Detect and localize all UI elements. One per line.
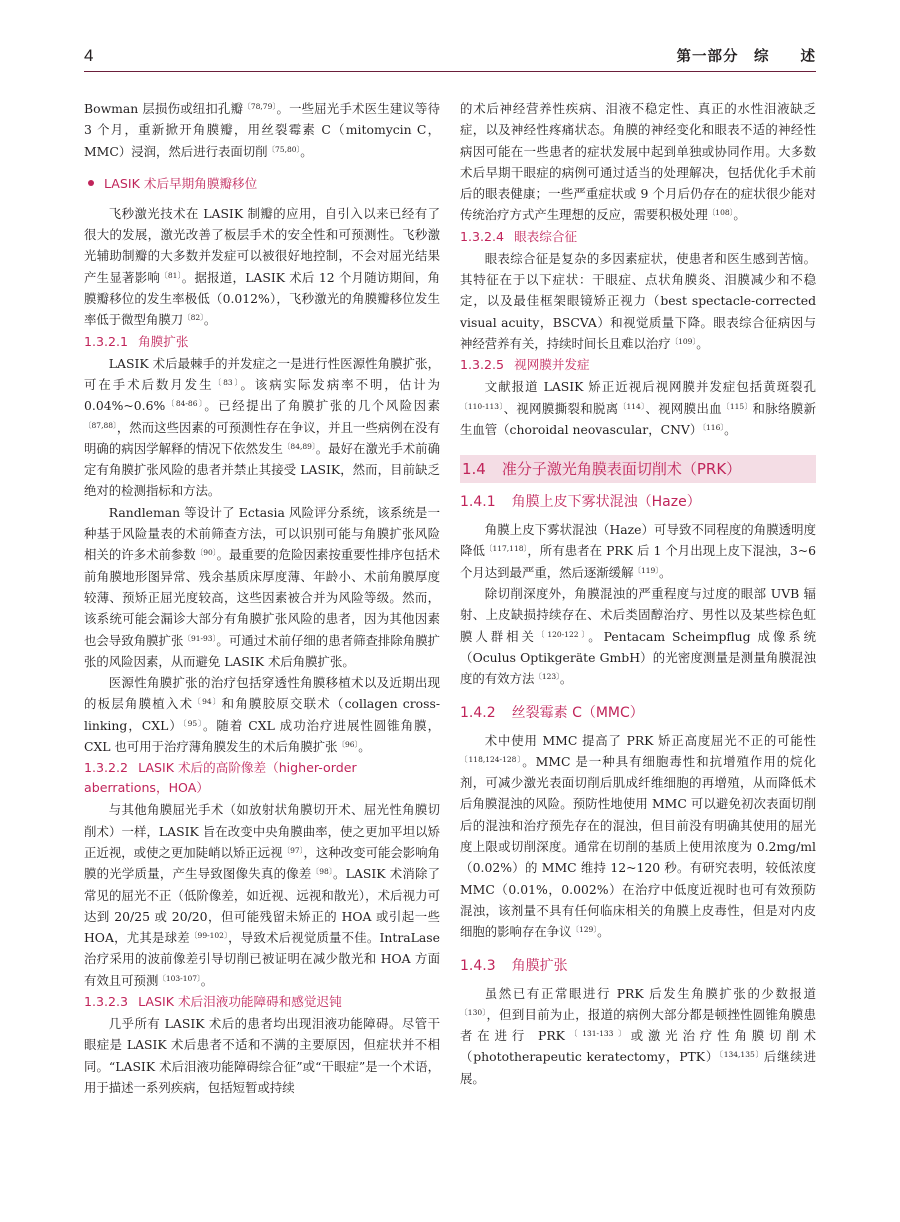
citation-ref: 〔130〕	[460, 1007, 487, 1017]
citation-ref: 〔115〕	[722, 401, 753, 411]
citation-ref: 〔99-102〕	[189, 931, 229, 941]
citation-ref: 〔134,135〕	[719, 1050, 764, 1060]
paragraph: 眼表综合征是复杂的多因素症状，使患者和医生感到苦恼。其特征在于以下症状：干眼症、点状角膜炎、泪膜减少和不稳定，以及最佳框架眼镜矫正视力（best spectacle-corrected visual acuity，BSCVA）和视觉质量下降。眼表综合征病因与神经营养有关，持续时间长且难以治疗$^{〔109〕}$。	[460, 250, 816, 351]
heading-text: LASIK 术后的高阶像差（higher-order aberrations，HOA）	[84, 760, 357, 796]
heading-number: 1.4	[462, 460, 486, 479]
heading-number: 1.3.2.5	[460, 357, 505, 373]
citation-ref: 〔110-113〕	[460, 401, 504, 411]
citation-ref: 〔90〕	[195, 548, 217, 558]
paragraph: 除切削深度外，角膜混浊的严重程度与过度的眼部 UVB 辐射、上皮缺损持续存在、术后类固醇治疗、男性以及某些棕色虹膜人群相关$^{〔120-122〕}$。Pentacam Scheimpflug 成像系统（Oculus Optikgeräte GmbH）的光密度测量是测量角膜混浊度的有效方法$^{〔123〕}$。	[460, 586, 816, 687]
heading-text: LASIK 术后泪液功能障碍和感觉迟钝	[138, 993, 342, 1009]
citation-ref: 〔95〕	[182, 718, 203, 728]
heading-1-4-2	[460, 702, 816, 724]
heading-text: 准分子激光角膜表面切削术（PRK）	[501, 460, 742, 479]
heading-number: 1.3.2.4	[460, 228, 505, 244]
citation-ref: 〔109〕	[670, 336, 697, 346]
citation-ref: 〔87,88〕	[84, 420, 117, 430]
heading-text: 眼表综合征	[514, 228, 578, 244]
paragraph: 飞秒激光技术在 LASIK 制瓣的应用，自引入以来已经有了很大的发展，激光改善了板层手术的安全性和可预测性。飞秒激光辅助制瓣的大多数并发症可以被很好地控制，不会对屈光结果产生显著影响$^{〔81〕}$。据报道，LASIK 术后 12 个月随访期间，角膜瓣移位的发生率极低（0.012%），飞秒激光的角膜瓣移位发生率低于微型角膜刀$^{〔82〕}$。	[84, 205, 441, 328]
section-heading-flap-displacement	[84, 174, 440, 194]
citation-ref: 〔83〕	[213, 377, 241, 387]
heading-text: 角膜扩张	[511, 957, 568, 974]
citation-ref: 〔119〕	[633, 565, 660, 575]
citation-ref: 〔103-107〕	[158, 973, 201, 983]
citation-ref: 〔96〕	[337, 740, 359, 750]
citation-ref: 〔84,89〕	[282, 441, 316, 451]
heading-text: LASIK 术后早期角膜瓣移位	[104, 175, 258, 191]
heading-1-3-2-3	[84, 992, 440, 1012]
heading-1-3-2-1	[84, 332, 440, 352]
heading-number: 1.3.2.1	[84, 333, 129, 349]
heading-1-4-1	[460, 491, 816, 513]
paragraph: LASIK 术后最棘手的并发症之一是进行性医源性角膜扩张，可在手术后数月发生$^{〔83〕}$。该病实际发病率不明，估计为 0.04%~0.6%$^{〔84-86〕}$。已经提出了角膜扩张的几个风险因素$^{〔87,88〕}$，然而这些因素的可预测性存在争议，并且一些病例在没有明确的病因学解释的情况下依然发生$^{〔84,89〕}$。最好在激光手术前确定有角膜扩张风险的患者并禁止其接受 LASIK，然而，目前缺乏绝对的检测指标和方法。	[84, 355, 441, 499]
citation-ref: 〔123〕	[534, 672, 560, 682]
citation-ref: 〔78,79〕	[243, 102, 277, 111]
right-column	[460, 98, 816, 1089]
heading-text: 视网膜并发症	[514, 357, 590, 373]
heading-1-4-3	[460, 955, 816, 977]
paragraph: 与其他角膜屈光手术（如放射状角膜切开术、屈光性角膜切削术）一样，LASIK 旨在改变中央角膜曲率，使之更加平坦以矫正近视，或使之更加陡峭以矫正远视$^{〔97〕}$，这种改变可能会影响角膜的光学质量，产生导致图像失真的像差$^{〔98〕}$。LASIK 术消除了常见的屈光不正（低阶像差，如近视、远视和散光），术后视力可达到 20/25 或 20/20，但可能残留未矫正的 HOA 或引起一些 HOA，尤其是球差$^{〔99-102〕}$，导致术后视觉质量不佳。IntraLase 治疗采用的波前像差引导切削已被证明在减少散光和 HOA 方面有效且可预测$^{〔103-107〕}$。	[84, 802, 441, 988]
heading-1-3-2-5	[460, 355, 816, 375]
heading-number: 1.4.1	[460, 494, 496, 511]
heading-number: 1.3.2.2	[84, 760, 129, 776]
left-column	[84, 98, 440, 1098]
citation-ref: 〔120-122〕	[536, 629, 589, 639]
citation-ref: 〔108〕	[707, 208, 734, 218]
citation-ref: 〔131-133〕	[564, 1029, 631, 1039]
citation-ref: 〔84-86〕	[165, 399, 205, 409]
header-rule	[84, 71, 816, 72]
heading-text: 角膜上皮下雾状混浊（Haze）	[511, 494, 701, 511]
citation-ref: 〔116〕	[702, 422, 725, 432]
citation-ref: 〔97〕	[282, 845, 304, 855]
heading-number: 1.3.2.3	[84, 993, 129, 1009]
paragraph: 几乎所有 LASIK 术后的患者均出现泪液功能障碍。尽管干眼症是 LASIK 术后患者不适和不满的主要原因，但症状并不相同。“LASIK 术后泪液功能障碍综合征”或“干眼症”是一个术语，用于描述一系列疾病，包括短暂或持续	[84, 1015, 440, 1095]
paragraph: 的术后神经营养性疾病、泪液不稳定性、真正的水性泪液缺乏症，以及神经性疼痛状态。角膜的神经变化和眼表不适的神经性病因可能在一些患者的症状发展中起到单独或协同作用。大多数术后早期干眼症的病例可通过适当的处理解决，包括优化手术前后的眼表健康；一些严重症状或 9 个月后仍存在的症状很少能对传统治疗方式产生理想的反应，需要积极处理$^{〔108〕}$。	[460, 101, 816, 223]
heading-1-3-2-4	[460, 227, 816, 247]
citation-ref: 〔98〕	[311, 867, 334, 877]
citation-ref: 〔117,118〕	[484, 544, 528, 554]
page-number: 4	[84, 46, 94, 65]
citation-ref: 〔81〕	[160, 270, 182, 280]
heading-text: 丝裂霉素 C（MMC）	[511, 704, 644, 721]
citation-ref: 〔94〕	[193, 697, 222, 707]
page-header	[84, 44, 816, 70]
heading-number: 1.4.3	[460, 957, 496, 974]
paragraph: Randleman 等设计了 Ectasia 风险评分系统，该系统是一种基于风险量表的术前筛查方法，可以识别可能与角膜扩张风险相关的许多术前参数$^{〔90〕}$。最重要的危险因素按重要性排序包括术前角膜地形图异常、残余基质床厚度薄、年龄小、术前角膜厚度较薄、预矫正屈光度较高，这些因素被合并为风险等级。然而，该系统可能会漏诊大部分有角膜扩张风险的患者，因为其他因素也会导致角膜扩张$^{〔91-93〕}$。可通过术前仔细的患者筛查排除角膜扩张的风险因素，从而避免 LASIK 术后角膜扩张。	[84, 504, 441, 669]
citation-ref: 〔75,80〕	[267, 144, 301, 154]
heading-text: 角膜扩张	[138, 333, 189, 349]
citation-ref: 〔82〕	[183, 313, 204, 323]
part-title: 第一部分 综 述	[676, 49, 816, 65]
heading-1-3-2-2	[84, 758, 440, 798]
paragraph: 文献报道 LASIK 矫正近视后视网膜并发症包括黄斑裂孔$^{〔110-113〕}$、视网膜撕裂和脱离$^{〔114〕}$、视网膜出血$^{〔115〕}$和脉络膜新生血管（choroidal neovascular，CNV）$^{〔116〕}$。	[460, 379, 816, 437]
paragraph: 虽然已有正常眼进行 PRK 后发生角膜扩张的少数报道$^{〔130〕}$，但到目前为止，报道的病例大部分都是顿挫性圆锥角膜患者在进行 $PRK^{〔131-133〕}$或激光治疗性角膜切削术（phototherapeutic keratectomy，PTK）$^{〔134,135〕}$后继续进展。	[460, 985, 817, 1086]
bullet-dot-icon	[88, 180, 94, 186]
paragraph: Bowman 层损伤或纽扣孔瓣$^{〔78,79〕}$。一些屈光手术医生建议等待 3 个月，重新掀开角膜瓣，用丝裂霉素 C（mitomycin C，MMC）浸润，然后进行表面切削$^{〔75,80〕}$。	[84, 101, 440, 159]
heading-number: 1.4.2	[460, 704, 496, 721]
citation-ref: 〔114〕	[618, 401, 646, 411]
paragraph: 术中使用 MMC 提高了 PRK 矫正高度屈光不正的可能性$^{〔118,124-128〕}$。MMC 是一种具有细胞毒性和抗增殖作用的烷化剂，可减少激光表面切削后肌成纤维细胞的再增殖，从而降低术后角膜混浊的风险。预防性地使用 MMC 可以避免初次表面切削后的混浊和治疗预先存在的混浊，但目前没有明确其使用的屈光度上限或切削深度。通常在切削的基质上使用浓度为 0.2mg/ml（0.02%）的 MMC 维持 12~120 秒。有研究表明，较低浓度 MMC（0.01%，0.002%）在治疗中低度近视时也可有效预防混浊，该剂量不具有任何临床相关的角膜上皮毒性，但是对内皮细胞的影响存在争议$^{〔129〕}$。	[460, 732, 816, 940]
paragraph: 角膜上皮下雾状混浊（Haze）可导致不同程度的角膜透明度降低$^{〔117,118〕}$，所有患者在 PRK 后 1 个月出现上皮下混浊，3~6 个月达到最严重，然后逐渐缓解$^{〔119〕}$。	[460, 522, 816, 580]
paragraph: 医源性角膜扩张的治疗包括穿透性角膜移植术以及近期出现的板层角膜植入术$^{〔94〕}$和角膜胶原交联术（collagen cross-linking，CXL）$^{〔95〕}$。随着 CXL 成功治疗进展性圆锥角膜，CXL 也可用于治疗薄角膜发生的术后角膜扩张$^{〔96〕}$。	[84, 675, 441, 755]
citation-ref: 〔129〕	[571, 925, 598, 935]
citation-ref: 〔118,124-128〕	[460, 754, 523, 764]
section-heading-1-4	[460, 455, 816, 483]
citation-ref: 〔91-93〕	[183, 633, 217, 643]
